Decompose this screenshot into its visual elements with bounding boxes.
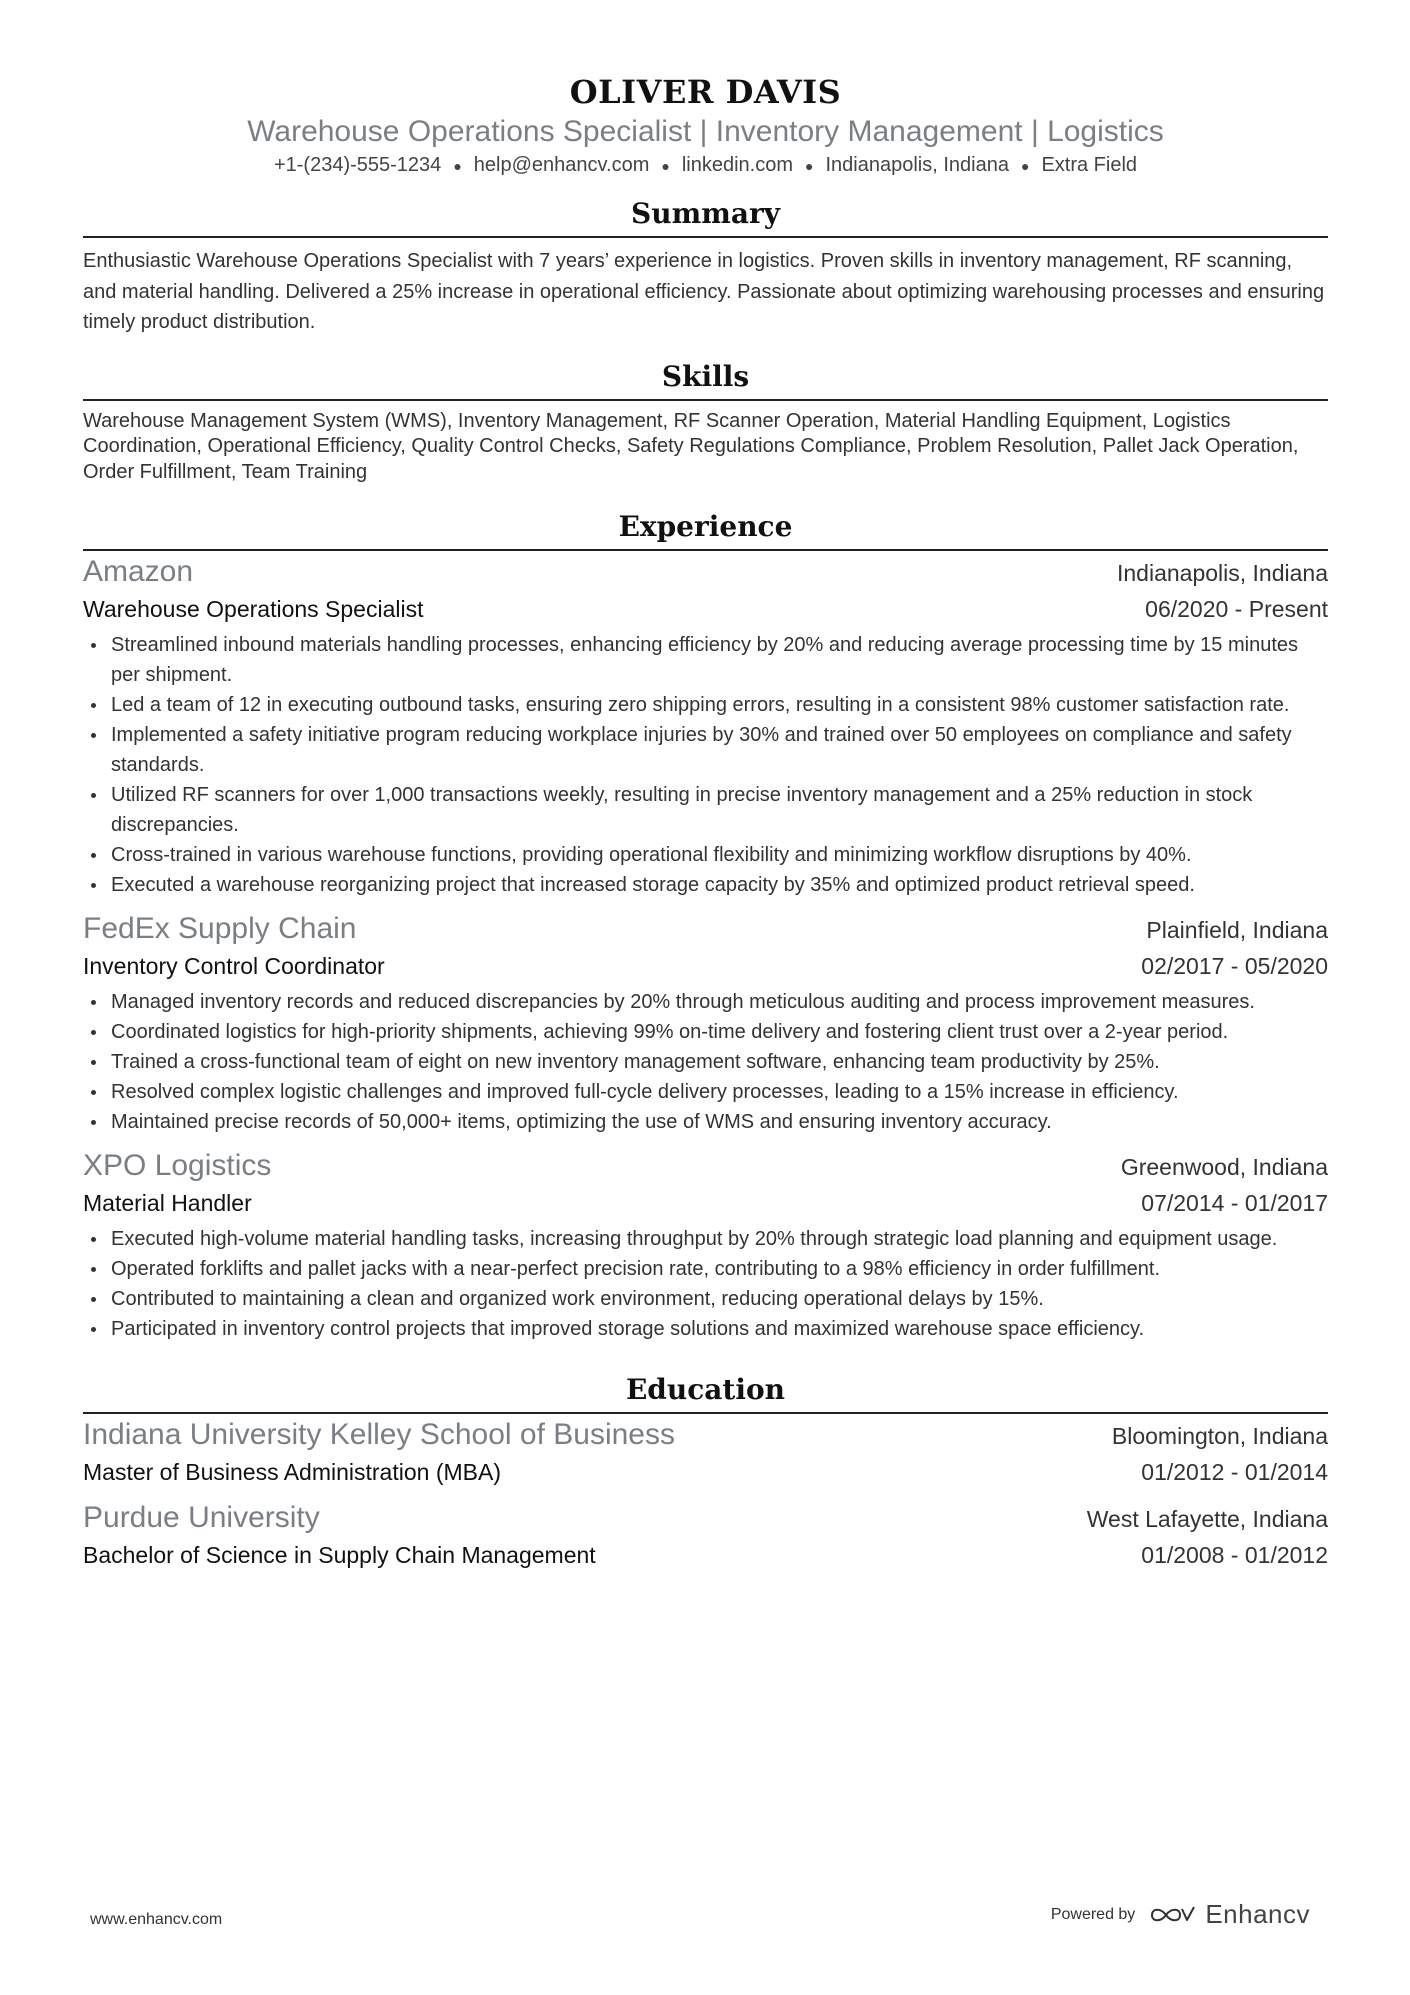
degree: Master of Business Administration (MBA) [83, 1459, 501, 1485]
experience-entry [83, 553, 1328, 900]
enhancv-brand[interactable] [1149, 1899, 1310, 1930]
contact-email[interactable]: help@enhancv.com [473, 154, 650, 176]
list-item: Led a team of 12 in executing outbound tasks, ensuring zero shipping errors, resulting in a consistent 98% customer satisfaction rate. [83, 690, 1328, 720]
list-item: Maintained precise records of 50,000+ items, optimizing the use of WMS and ensuring inventory accuracy. [83, 1107, 1328, 1137]
bullet-separator-icon: ● [661, 157, 670, 174]
contact-line [83, 150, 1328, 180]
powered-by-label: Powered by [1050, 1905, 1136, 1923]
bullet-icon [91, 1120, 96, 1125]
experience-entry [83, 910, 1328, 1137]
list-item: Executed a warehouse reorganizing project that increased storage capacity by 35% and optimized product retrieval speed. [83, 870, 1328, 900]
section-divider [83, 1412, 1328, 1414]
skills-title: Skills [661, 359, 750, 393]
summary-text: Enthusiastic Warehouse Operations Specialist with 7 years’ experience in logistics. Proven skills in inventory management, RF scanning, and material handling. Delivered a 25% increase in operational efficiency. Passionate about optimizing warehousing processes and ensuring timely product distribution. [83, 250, 1325, 333]
bullet-icon [91, 1090, 96, 1095]
school-name: Purdue University [83, 1501, 320, 1534]
school-location: West Lafayette, Indiana [1086, 1506, 1328, 1532]
section-divider [83, 399, 1328, 401]
bullet-icon [91, 733, 96, 738]
job-location: Greenwood, Indiana [1120, 1154, 1328, 1180]
list-item: Contributed to maintaining a clean and organized work environment, reducing operational delays by 15%. [83, 1284, 1328, 1314]
bullet-separator-icon: ● [1020, 157, 1030, 174]
contact-phone: +1-(234)-555-1234 [273, 154, 442, 176]
school-name: Indiana University Kelley School of Business [83, 1418, 675, 1451]
experience-entry [83, 1147, 1328, 1344]
bullet-separator-icon: ● [453, 157, 462, 174]
skills-text: Warehouse Management System (WMS), Inventory Management, RF Scanner Operation, Material Handling Equipment, Logistics Coordination, Operational Efficiency, Quality Control Checks, Safety Regulations Compliance, Problem Resolution, Pallet Jack Operation, Order Fulfillment, Team Training [83, 409, 1299, 483]
job-dates: 06/2020 - Present [1145, 596, 1328, 622]
list-item: Trained a cross-functional team of eight on new inventory management software, enhancing team productivity by 25%. [83, 1047, 1328, 1077]
list-item: Utilized RF scanners for over 1,000 transactions weekly, resulting in precise inventory management and a 25% reduction in stock discrepancies. [83, 780, 1328, 840]
company-name: FedEx Supply Chain [83, 912, 357, 945]
contact-extra-field: Extra Field [1041, 154, 1138, 176]
bullet-icon [91, 1297, 96, 1302]
footer-branding [1051, 1899, 1310, 1930]
company-name: XPO Logistics [83, 1149, 272, 1182]
bullet-icon [91, 853, 96, 858]
brand-name: Enhancv [1205, 1899, 1310, 1929]
job-location: Indianapolis, Indiana [1117, 560, 1328, 586]
education-dates: 01/2012 - 01/2014 [1141, 1459, 1328, 1485]
list-item: Resolved complex logistic challenges and improved full-cycle delivery processes, leading to a 15% increase in efficiency. [83, 1077, 1328, 1107]
resume-page [83, 70, 1328, 1572]
section-divider [83, 549, 1328, 551]
headline: Warehouse Operations Specialist | Inventory Management | Logistics [247, 115, 1164, 148]
bullet-icon [91, 1267, 96, 1272]
education-dates: 01/2008 - 01/2012 [1141, 1542, 1328, 1568]
experience-title: Experience [618, 510, 793, 543]
contact-location: Indianapolis, Indiana [825, 154, 1009, 176]
candidate-name: OLIVER DAVIS [569, 73, 842, 111]
list-item: Implemented a safety initiative program reducing workplace injuries by 30% and trained over 50 employees on compliance and safety standards. [83, 720, 1328, 780]
list-item: Operated forklifts and pallet jacks with a near-perfect precision rate, contributing to a 98% efficiency in order fulfillment. [83, 1254, 1328, 1284]
education-entry [83, 1416, 1328, 1489]
bullet-icon [91, 883, 96, 888]
bullet-icon [91, 1000, 96, 1005]
contact-linkedin[interactable]: linkedin.com [681, 154, 794, 176]
bullet-icon [91, 1030, 96, 1035]
education-title: Education [625, 1373, 786, 1406]
skills-section [83, 355, 1328, 486]
education-entry [83, 1499, 1328, 1572]
summary-title: Summary [631, 197, 780, 230]
job-bullets [83, 1224, 1328, 1344]
education-section [83, 1368, 1328, 1572]
list-item: Participated in inventory control projects that improved storage solutions and maximized warehouse space efficiency. [83, 1314, 1328, 1344]
list-item: Managed inventory records and reduced discrepancies by 20% through meticulous auditing and process improvement measures. [83, 987, 1328, 1017]
job-title: Warehouse Operations Specialist [83, 596, 424, 622]
footer-website[interactable]: www.enhancv.com [90, 1911, 223, 1928]
company-name: Amazon [83, 555, 194, 588]
bullet-icon [91, 793, 96, 798]
summary-section [83, 192, 1328, 338]
list-item: Streamlined inbound materials handling processes, enhancing efficiency by 20% and reducing average processing time by 15 minutes per shipment. [83, 630, 1328, 690]
degree: Bachelor of Science in Supply Chain Management [83, 1542, 596, 1568]
job-title: Inventory Control Coordinator [83, 953, 385, 979]
bullet-icon [91, 703, 96, 708]
job-location: Plainfield, Indiana [1146, 917, 1328, 943]
school-location: Bloomington, Indiana [1111, 1423, 1328, 1449]
job-bullets [83, 987, 1328, 1137]
bullet-icon [91, 1060, 96, 1065]
section-divider [83, 236, 1328, 238]
job-dates: 07/2014 - 01/2017 [1141, 1190, 1328, 1216]
list-item: Executed high-volume material handling tasks, increasing throughput by 20% through strategic load planning and equipment usage. [83, 1224, 1328, 1254]
bullet-icon [91, 643, 96, 648]
list-item: Cross-trained in various warehouse functions, providing operational flexibility and minimizing workflow disruptions by 40%. [83, 840, 1328, 870]
list-item: Coordinated logistics for high-priority shipments, achieving 99% on-time delivery and fostering client trust over a 2-year period. [83, 1017, 1328, 1047]
job-bullets [83, 630, 1328, 900]
bullet-icon [91, 1237, 96, 1242]
bullet-separator-icon: ● [805, 157, 814, 174]
bullet-icon [91, 1327, 96, 1332]
job-dates: 02/2017 - 05/2020 [1141, 953, 1328, 979]
job-title: Material Handler [83, 1190, 252, 1216]
experience-section [83, 505, 1328, 1344]
enhancv-logo-icon [1149, 1904, 1197, 1926]
